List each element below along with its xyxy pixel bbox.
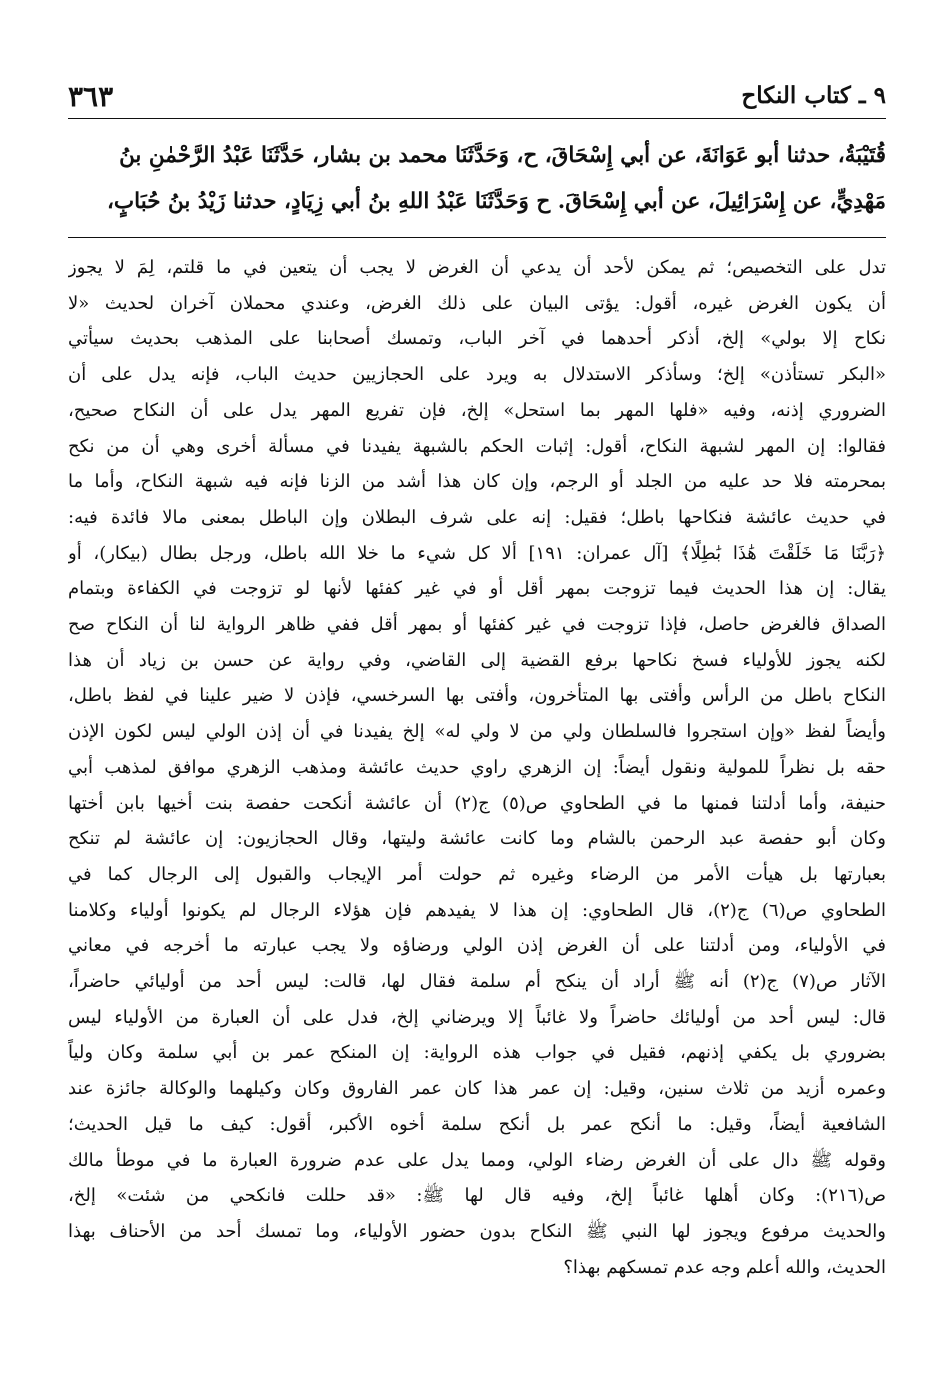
commentary-line: النكاح باطل من الرأس وأفتى بها المتأخرون، وأفتى بها السرخسي، فإذن لا ضير علينا في لفظ باطل، xyxy=(68,685,886,707)
commentary-line: نكاح إلا بولي» إلخ، أذكر أحدهما في آخر الباب، وتمسك أصحابنا على المذهب بحديث سيأتي xyxy=(68,328,886,350)
commentary-line: لكنه يجوز للأولياء فسخ نكاحها برفع القضية إلى القاضي، وفي رواية عن حسن بن زياد أن هذا xyxy=(68,649,886,671)
commentary-line: الضروري إذنه، وفيه «فلها المهر بما استحل» إلخ، فإن تفريع المهر يدل على أن النكاح صحيح، xyxy=(68,399,886,421)
commentary-line: تدل على التخصيص؛ ثم يمكن لأحد أن يدعي أن الغرض لا يجب أن يتعين في ما قلتم، لِمَ لا يجوز xyxy=(68,257,886,278)
hadith-text xyxy=(68,133,886,225)
commentary-line: وكان أبو حفصة عبد الرحمن بالشام وما كانت عائشة وليتها، وقال الحجازيون: إن عائشة لم تنكح xyxy=(68,828,886,850)
commentary-line: فقالوا: إن المهر لشبهة النكاح، أقول: إثبات الحكم بالشبهة يفيدنا في مسألة أخرى وهي أن من نكح xyxy=(68,435,886,457)
commentary-line: ﴿رَبَّنَا مَا خَلَقْتَ هَٰذَا بَٰطِلًا﴾ [آل عمران: ١٩١] ألا كل شيء ما خلا الله باطل، ورجل بطال (بيكار)، أو xyxy=(68,542,886,564)
commentary-line: الصداق فالغرض حاصل، فإذا تزوجت في غير كفئها أو بمهر أقل ففي ظاهر الرواية لنا أن النكاح صح xyxy=(68,614,886,636)
commentary-line: الحديث، والله أعلم وجه عدم تمسكهم بهذا؟ xyxy=(563,1256,886,1278)
page-number: ٣٦٣ xyxy=(68,80,114,113)
commentary-line: «البكر تستأذن» إلخ؛ وسأذكر الاستدلال به ويرد على الحجازيين حديث الباب، فإنه يدل على أن xyxy=(68,364,886,386)
commentary-line: الآثار ص(٧) ج(٢) أنه ﷺ أراد أن ينكح أم سلمة فقال لها، قالت: ليس أحد من أوليائي حاضراً، xyxy=(68,971,886,993)
commentary-line: حنيفة، وأما أدلتنا فمنها ما في الطحاوي ص(٥) ج(٢) أن عائشة أنكحت حفصة بنت أخيها بابن أختها xyxy=(68,792,886,814)
commentary-line: في حديث عائشة فنكاحها باطل؛ فقيل: إنه على شرف البطلان وإن الباطل بمعنى مالا فائدة فيه: xyxy=(68,506,886,528)
commentary-line: بعبارتها بل هيأت الأمر من الرضاء وغيره ثم حولت أمر الإيجاب والقبول إلى الرجال كما في xyxy=(68,863,886,885)
commentary-line: وأيضاً لفظ «وإن استجروا فالسلطان ولي من لا ولي له» إلخ يفيدنا في أن إذن الولي ليس لكون الإذن xyxy=(68,721,886,743)
commentary-line: والحديث مرفوع ويجوز لها النبي ﷺ النكاح بدون حضور الأولياء، وما تمسك أحد من الأحناف بهذا xyxy=(68,1220,886,1242)
footnote-divider xyxy=(68,237,886,238)
commentary-line: الطحاوي ص(٦) ج(٢)، قال الطحاوي: إن هذا لا يفيدهم فإن هؤلاء الرجال لم يكونوا أولياء وكلامنا xyxy=(68,899,886,921)
hadith-line: قُتَيْبَةُ، حدثنا أبو عَوَانَةَ، عن أبي إِسْحَاقَ، ح، وَحَدَّثَنَا محمد بن بشار، حَدَّثَنَا عَبْدُ الرَّحْمٰنِ بنُ xyxy=(119,143,886,168)
commentary-line: في الأولياء، ومن أدلتنا على أن الغرض إذن الولي ورضاؤه ولا يجب عبارته ما أخرجه في معاني xyxy=(68,935,886,957)
commentary-line: حقه بل نظراً للمولية ونقول أيضاً: إن الزهري راوي حديث عائشة ومذهب الزهري موافق لمذهب أبي xyxy=(68,756,886,778)
hadith-line: مَهْدِيٍّ، عن إِسْرَائِيلَ، عن أبي إِسْحَاقَ. ح وَحَدَّثَنَا عَبْدُ اللهِ بنُ أبي زِيَادٍ، حدثنا زَيْدُ بنُ حُبَابٍ، xyxy=(106,189,886,214)
commentary-line: ص(٢١٦): وكان أهلها غائباً إلخ، وفيه قال لها ﷺ: «قد حللت فانكحي من شئت» إلخ، xyxy=(68,1185,886,1207)
document-page xyxy=(68,80,886,1285)
commentary-line: يقال: إن هذا الحديث فيما تزوجت بمهر أقل أو في غير كفئها لأنها لو تزوجت في الكفاءة وبتمام xyxy=(68,578,886,600)
commentary-line: قال: ليس أحد من أوليائك حاضراً ولا غائباً إلا ويرضاني إلخ، فدل على أن العبارة من الأولياء ليس xyxy=(68,1006,886,1028)
commentary-text xyxy=(68,250,886,1285)
commentary-line: وقوله ﷺ دال على أن الغرض رضاء الولي، ومما يدل على عدم ضرورة العبارة ما في موطأ مالك xyxy=(68,1149,886,1171)
chapter-title: ٩ ـ كتاب النكاح xyxy=(741,82,886,109)
page-header xyxy=(68,80,886,118)
commentary-line: بضروري بل يكفي إذنهم، فقيل في جواب هذه الرواية: إن المنكح عمر بن أبي سلمة وكان ولياً xyxy=(68,1042,886,1064)
commentary-line: أن يكون الغرض غيره، أقول: يؤتى البيان على ذلك الغرض، وعندي محملان آخران لحديث «لا xyxy=(68,292,886,314)
commentary-line: الشافعية أيضاً، وقيل: ما أنكح عمر بل أنكح سلمة أخوه الأكبر، أقول: كيف ما قيل الحديث؛ xyxy=(68,1113,886,1135)
header-divider xyxy=(68,118,886,119)
commentary-line: بمحرمته فلا حد عليه من الجلد أو الرجم، وإن كان هذا أشد من الزنا فإنه فيه شبهة النكاح، وأما ما xyxy=(68,471,886,493)
commentary-line: وعمره أزيد من ثلاث سنين، وقيل: إن عمر هذا كان عمر الفاروق وكان وكيلهما والوكالة جائزة عند xyxy=(68,1078,886,1100)
